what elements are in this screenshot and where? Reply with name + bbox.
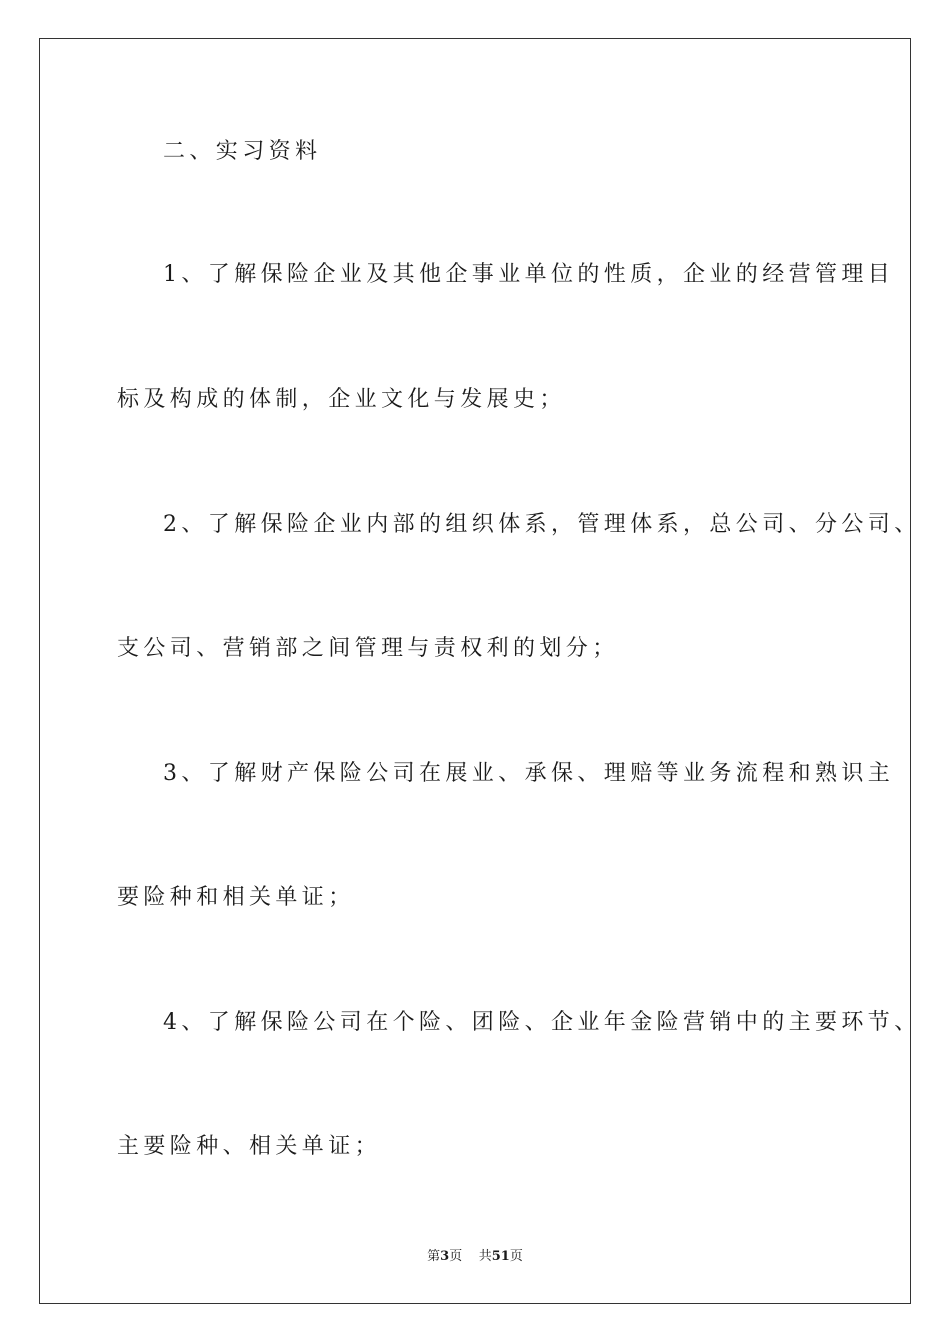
- paragraph-4-line-1: 4、了解保险公司在个险、团险、企业年金险营销中的主要环节、: [163, 1010, 921, 1035]
- page-footer: [0, 1250, 950, 1263]
- footer-total-prefix: 共: [478, 1249, 492, 1264]
- paragraph-3-line-1: 3、了解财产保险公司在展业、承保、理赔等业务流程和熟识主: [163, 761, 895, 786]
- footer-page-number: 3: [440, 1249, 450, 1264]
- paragraph-1-line-2: 标及构成的体制，企业文化与发展史；: [117, 387, 566, 412]
- footer-page-prefix: 第: [427, 1249, 441, 1264]
- section-heading: 二、实习资料: [163, 139, 322, 164]
- paragraph-2-line-2: 支公司、营销部之间管理与责权利的划分；: [117, 636, 619, 661]
- page-border: [39, 38, 911, 1304]
- footer-total-suffix: 页: [509, 1249, 523, 1264]
- paragraph-1-line-1: 1、了解保险企业及其他企事业单位的性质，企业的经营管理目: [163, 262, 895, 287]
- footer-total-pages: 51: [491, 1249, 510, 1264]
- footer-page-suffix: 页: [449, 1249, 463, 1264]
- paragraph-4-line-2: 主要险种、相关单证；: [117, 1134, 382, 1159]
- paragraph-2-line-1: 2、了解保险企业内部的组织体系，管理体系，总公司、分公司、: [163, 512, 921, 537]
- paragraph-3-line-2: 要险种和相关单证；: [117, 885, 355, 910]
